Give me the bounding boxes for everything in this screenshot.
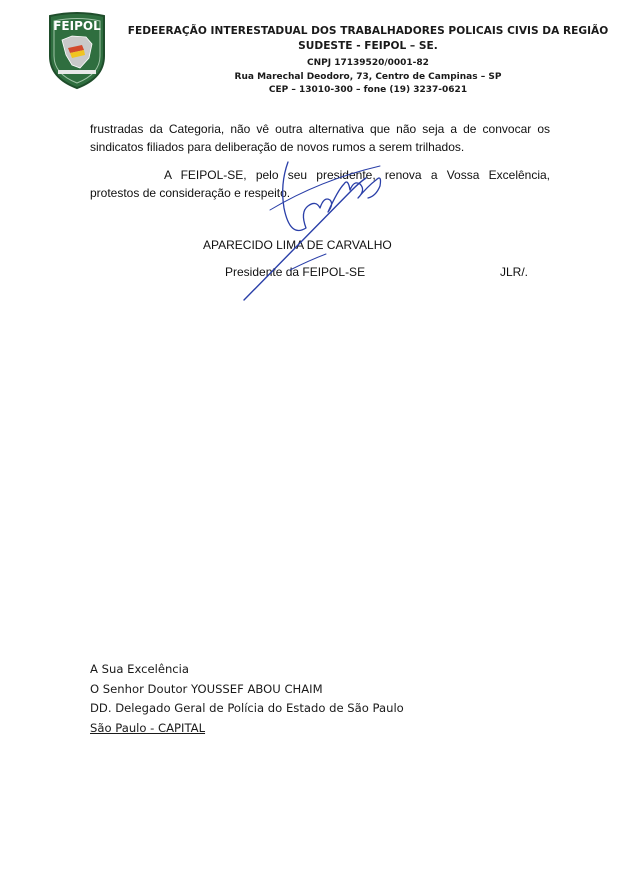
- addressee-line-4: São Paulo - CAPITAL: [90, 720, 206, 735]
- handwritten-signature: [230, 150, 410, 310]
- feipol-logo: [42, 10, 112, 90]
- document-reference: JLR/.: [500, 265, 529, 279]
- signatory-role: Presidente da FEIPOL-SE: [225, 265, 366, 279]
- addressee-line-2: O Senhor Doutor YOUSSEF ABOU CHAIM: [90, 681, 323, 696]
- letterhead-title-line1: FEDEERAÇÃO INTERESTADUAL DOS TRABALHADORES POLICAIS CIVIS DA REGIÃO: [127, 25, 609, 37]
- body-paragraph-2: A FEIPOL-SE, pelo seu presidente, renova a Vossa Excelência, protestos de consideração e respeito.: [90, 168, 550, 200]
- letterhead-title-line2: SUDESTE - FEIPOL – SE.: [298, 40, 438, 52]
- addressee-line-3: DD. Delegado Geral de Polícia do Estado de São Paulo: [90, 701, 404, 715]
- letterhead: [118, 24, 618, 98]
- addressee-line-1: A Sua Excelência: [90, 662, 190, 676]
- letterhead-address: Rua Marechal Deodoro, 73, Centro de Campinas – SP: [234, 71, 502, 82]
- letterhead-cnpj: CNPJ 17139520/0001-82: [307, 58, 429, 68]
- body-paragraph-1: frustradas da Categoria, não vê outra alternativa que não seja a de convocar os sindicatos filiados para deliberação de novos rumos a serem trilhados.: [90, 122, 550, 154]
- addressee-block: [90, 660, 404, 738]
- logo-text: FEIPOL: [53, 19, 101, 33]
- letterhead-cep-phone: CEP – 13010-300 – fone (19) 3237-0621: [268, 85, 468, 95]
- signatory-name: APARECIDO LIMA DE CARVALHO: [203, 238, 392, 252]
